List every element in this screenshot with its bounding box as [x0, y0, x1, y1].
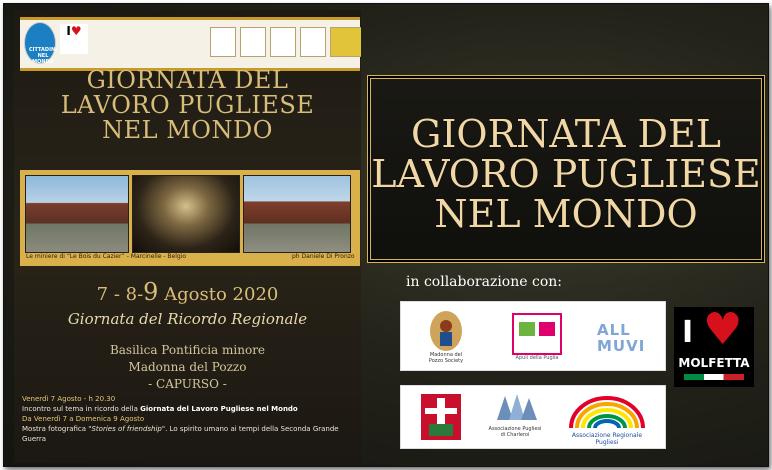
event-schedule: [22, 394, 357, 444]
all-muvi-text: ALL MUVI: [597, 321, 646, 355]
madonna-society-label: Madonna del Pozzo Society: [428, 352, 464, 364]
heart-icon: ♥: [703, 304, 743, 355]
collaboration-label: in collaborazione con:: [406, 274, 562, 290]
crest-logo-3: [270, 27, 296, 57]
associazione-regionale-label: Associazione Regionale Pugliesi: [571, 432, 643, 446]
dates-part-3: Agosto 2020: [158, 284, 279, 305]
schedule-1-time: Venerdì 7 Agosto - h 20.30: [22, 395, 116, 403]
schedule-2-post: . Lo spirito umano ai tempi della Seconda Grande Guerra: [22, 425, 339, 443]
poster-title-line-3: NEL MONDO: [102, 116, 273, 144]
pugliesi-charleroi-logo: [487, 390, 543, 446]
event-venue: [14, 342, 361, 393]
crest-logo-1: [210, 27, 236, 57]
main-title-line-2: LAVORO PUGLIESE: [371, 152, 761, 196]
main-title-line-1: GIORNATA DEL: [411, 112, 721, 156]
schedule-1-text: Incontro sul tema in ricordo della: [22, 405, 141, 413]
mine-photo-1: [25, 175, 129, 253]
i-love-molfetta-logo: [674, 304, 754, 387]
dates-part-2: 9: [143, 278, 159, 306]
pugliesi-charleroi-label: Associazione Pugliesi di Charleroi: [488, 426, 542, 438]
main-title-line-3: NEL MONDO: [434, 192, 698, 236]
charleroi-crest-logo: [419, 392, 463, 442]
associazione-regionale-logo: [561, 392, 653, 444]
event-poster: [14, 10, 361, 463]
schedule-2-italic: "Stories of friendship": [88, 425, 166, 433]
molfetta-label: MOLFETTA: [678, 356, 750, 370]
photo-strip: [20, 170, 360, 266]
poster-title-line-1: GIORNATA DEL: [86, 66, 289, 94]
photo-credit: ph Daniele Di Pronzo: [292, 253, 355, 260]
event-title: Giornata del Ricordo Regionale: [67, 310, 308, 328]
mine-photo-3: [243, 175, 351, 253]
main-title-box: [367, 75, 765, 263]
event-dates: [14, 278, 361, 306]
apuli-logo: [511, 312, 563, 364]
banner-logo: [330, 27, 361, 57]
partner-logos-panel-2: [400, 385, 666, 449]
main-title: [368, 114, 764, 234]
schedule-2-desc: [22, 424, 357, 444]
dates-part-1: 7 - 8-: [96, 284, 144, 305]
sponsor-logos: [210, 27, 361, 57]
mine-photo-2: [132, 175, 240, 253]
banner-frame: [3, 3, 769, 467]
italian-flag-icon: [684, 374, 744, 380]
poster-logo-bar: [20, 17, 360, 71]
all-muvi-logo: [597, 316, 646, 360]
photo-caption: Le miniere di “Le Bois du Cazier” - Marcinelle - Belgio: [26, 253, 187, 260]
apuli-label: Apuli della Puglia: [515, 355, 559, 361]
partner-logos-panel-1: [400, 301, 666, 371]
venue-line-2: Madonna del Pozzo: [128, 360, 247, 374]
poster-title: [14, 68, 361, 143]
i-letter: I: [682, 315, 694, 350]
crest-logo-2: [240, 27, 266, 57]
madonna-society-logo: [423, 308, 469, 366]
venue-line-1: Basilica Pontificia minore: [109, 343, 266, 357]
crest-logo-4: [300, 27, 326, 57]
schedule-1-bold: Giornata del Lavoro Pugliese nel Mondo: [140, 405, 298, 413]
cittadini-del-mondo-logo: CITTADINI NEL MONDO: [24, 22, 56, 64]
schedule-1-desc: [22, 404, 357, 414]
i-love-logo: I♥: [60, 24, 88, 54]
venue-line-3: - CAPURSO -: [148, 377, 227, 391]
schedule-2-time: Da Venerdì 7 a Domenica 9 Agosto: [22, 415, 145, 423]
schedule-2-text: Mostra fotografica: [22, 425, 89, 433]
poster-title-line-2: LAVORO PUGLIESE: [60, 91, 315, 119]
